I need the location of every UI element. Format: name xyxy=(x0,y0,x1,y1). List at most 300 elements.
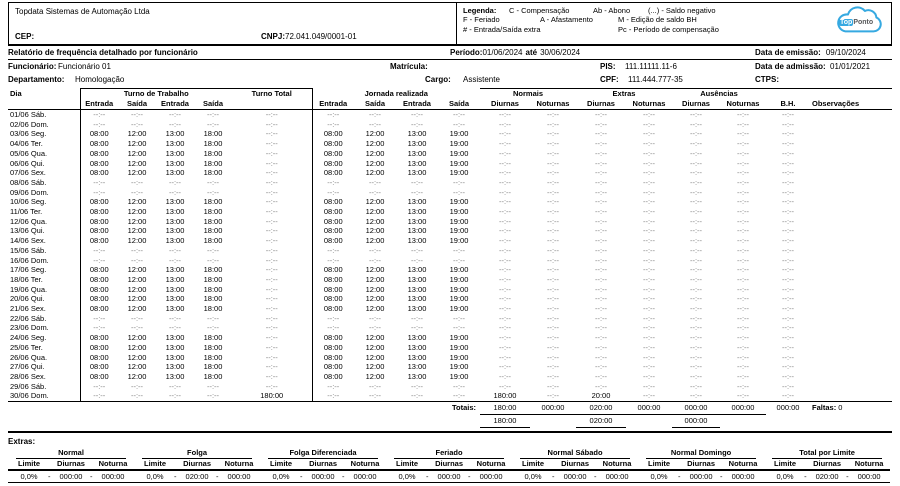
cell-bh: --:-- xyxy=(781,323,795,333)
cell-turno-saida-1: 12:00 xyxy=(127,342,147,352)
legend-label: Legenda: xyxy=(463,6,497,15)
extras-group-name: Feriado xyxy=(386,448,512,459)
cell-turno-saida-2: 18:00 xyxy=(203,207,223,217)
cell-jornada-entrada-2: 13:00 xyxy=(407,207,427,217)
cell-jornada-saida-1: --:-- xyxy=(368,391,382,401)
cell-extras-noturnas: --:-- xyxy=(642,129,656,139)
cell-jornada-entrada-2: 13:00 xyxy=(407,236,427,246)
cell-turno-saida-2: --:-- xyxy=(206,119,220,129)
cell-jornada-entrada-1: --:-- xyxy=(312,256,354,266)
header-entrada: Entrada xyxy=(80,99,118,110)
cell-jornada-entrada-2: 13:00 xyxy=(407,352,427,362)
legend-item: Ab - Abono xyxy=(593,6,631,15)
cell-jornada-saida-1: 12:00 xyxy=(365,207,385,217)
legend-item: (...) - Saldo negativo xyxy=(648,6,716,15)
cell-turno-saida-2: --:-- xyxy=(206,391,220,401)
cell-jornada-saida-2: 19:00 xyxy=(449,168,469,178)
totals-spacer xyxy=(8,415,480,428)
cell-bh: --:-- xyxy=(781,352,795,362)
cell-turno-saida-1: 12:00 xyxy=(127,371,147,381)
pis-value: 111.11111.11-6 xyxy=(625,62,677,71)
funcionario-label: Funcionário: xyxy=(8,62,57,71)
cell-turno-entrada-2: 13:00 xyxy=(165,236,185,246)
table-row xyxy=(8,159,892,169)
cell-jornada-saida-1: 12:00 xyxy=(365,216,385,226)
cell-normais-diurnas: --:-- xyxy=(498,148,512,158)
cell-ausencias-diurnas: --:-- xyxy=(689,197,703,207)
table-row xyxy=(8,149,892,159)
header-bh: B.H. xyxy=(780,99,796,108)
extras-col-header: Limite xyxy=(638,459,680,470)
cell-turno-total: --:-- xyxy=(265,197,278,207)
cell-normais-diurnas: --:-- xyxy=(498,352,512,362)
extras-col-header: Limite xyxy=(134,459,176,470)
totals-empty xyxy=(810,415,892,428)
cell-normais-noturnas: --:-- xyxy=(546,352,560,362)
legend-item: A - Afastamento xyxy=(540,15,593,25)
cell-jornada-saida-2: 19:00 xyxy=(449,226,469,236)
header-noturnas: Noturnas xyxy=(632,99,666,108)
cell-turno-saida-2: --:-- xyxy=(206,187,220,197)
cell-bh: --:-- xyxy=(781,129,795,139)
cell-ausencias-diurnas: --:-- xyxy=(689,226,703,236)
cell-extras-diurnas: --:-- xyxy=(594,255,608,265)
cell-bh: --:-- xyxy=(781,371,795,381)
cell-turno-total: --:-- xyxy=(265,255,278,265)
cell-normais-noturnas: --:-- xyxy=(546,362,560,372)
cnpj-label: CNPJ: xyxy=(261,32,286,41)
matricula-label: Matrícula: xyxy=(390,62,428,71)
cell-ausencias-diurnas: --:-- xyxy=(689,168,703,178)
cell-jornada-entrada-1: 08:00 xyxy=(312,226,354,236)
cell-day: 05/06 Qua. xyxy=(10,148,48,158)
cell-turno-saida-2: 18:00 xyxy=(203,168,223,178)
cell-jornada-entrada-1: 08:00 xyxy=(312,149,354,159)
cell-turno-entrada-2: --:-- xyxy=(168,119,182,129)
cell-extras-diurnas: --:-- xyxy=(594,197,608,207)
cell-extras-diurnas: --:-- xyxy=(594,139,608,149)
cell-turno-total: --:-- xyxy=(265,304,278,314)
cell-ausencias-diurnas: --:-- xyxy=(689,371,703,381)
header-diurnas: Diurnas xyxy=(491,99,519,108)
cell-jornada-entrada-2: 13:00 xyxy=(407,226,427,236)
cell-ausencias-diurnas: --:-- xyxy=(689,139,703,149)
cell-extras-noturnas: --:-- xyxy=(642,197,656,207)
cell-ausencias-noturnas: --:-- xyxy=(736,342,750,352)
cell-turno-saida-2: --:-- xyxy=(206,110,220,119)
extras-col-header: Diurnas xyxy=(302,459,344,470)
cell-observacoes xyxy=(810,178,892,188)
cell-jornada-entrada-2: --:-- xyxy=(410,255,424,265)
totals-empty xyxy=(530,415,576,428)
cell-normais-diurnas: --:-- xyxy=(498,274,512,284)
cell-turno-saida-2: 18:00 xyxy=(203,294,223,304)
cell-ausencias-noturnas: --:-- xyxy=(736,381,750,391)
cell-extras-noturnas: --:-- xyxy=(642,371,656,381)
cell-observacoes xyxy=(810,314,892,324)
cell-day: 02/06 Dom. xyxy=(10,119,49,129)
totals-sum-extras: 020:00 xyxy=(576,415,626,428)
cell-day: 23/06 Dom. xyxy=(10,323,49,333)
cell-jornada-entrada-1: 08:00 xyxy=(312,343,354,353)
cell-jornada-entrada-2: --:-- xyxy=(410,177,424,187)
cell-extras-diurnas: --:-- xyxy=(594,148,608,158)
cell-normais-noturnas: --:-- xyxy=(546,304,560,314)
cell-observacoes xyxy=(810,246,892,256)
cell-bh: --:-- xyxy=(781,216,795,226)
cell-turno-entrada-2: 13:00 xyxy=(165,265,185,275)
header-diurnas: Diurnas xyxy=(682,99,710,108)
cell-extras-diurnas: --:-- xyxy=(594,129,608,139)
cell-jornada-saida-2: --:-- xyxy=(452,245,466,255)
cell-extras-noturnas: --:-- xyxy=(642,216,656,226)
cell-jornada-entrada-2: 13:00 xyxy=(407,197,427,207)
cell-jornada-saida-1: 12:00 xyxy=(365,148,385,158)
cell-turno-saida-2: 18:00 xyxy=(203,216,223,226)
cell-jornada-entrada-1: 08:00 xyxy=(312,197,354,207)
legend-item: Pc - Período de compensação xyxy=(618,24,719,34)
cell-ausencias-diurnas: --:-- xyxy=(689,236,703,246)
cell-normais-diurnas: --:-- xyxy=(498,177,512,187)
cell-observacoes xyxy=(810,188,892,198)
cell-turno-entrada-2: 13:00 xyxy=(165,158,185,168)
extras-value-diurnas: - 000:00 xyxy=(428,470,470,483)
extras-col-header: Limite xyxy=(512,459,554,470)
extras-col-header: Diurnas xyxy=(680,459,722,470)
cell-turno-saida-2: 18:00 xyxy=(203,304,223,314)
cell-jornada-entrada-2: 13:00 xyxy=(407,129,427,139)
legend-row-1 xyxy=(463,6,793,15)
cell-extras-noturnas: --:-- xyxy=(642,168,656,178)
cell-turno-total: --:-- xyxy=(265,168,278,178)
header-turno-total-spacer xyxy=(232,99,312,110)
legend-row-2 xyxy=(463,15,793,24)
cell-turno-entrada-1: 08:00 xyxy=(80,362,118,372)
totals-ausencias-noturnas: 000:00 xyxy=(720,402,766,415)
cell-jornada-saida-1: --:-- xyxy=(368,313,382,323)
totals-label: Totais: xyxy=(451,403,476,413)
cell-observacoes xyxy=(810,265,892,275)
cell-extras-diurnas: --:-- xyxy=(594,236,608,246)
extras-value-limite: 0,0% xyxy=(638,470,680,483)
extras-col-header: Diurnas xyxy=(176,459,218,470)
extras-value-limite: 0,0% xyxy=(134,470,176,483)
cell-turno-saida-1: 12:00 xyxy=(127,226,147,236)
cell-turno-saida-1: 12:00 xyxy=(127,197,147,207)
cell-turno-saida-2: --:-- xyxy=(206,323,220,333)
cell-ausencias-diurnas: --:-- xyxy=(689,148,703,158)
cell-jornada-entrada-1: --:-- xyxy=(312,314,354,324)
cell-turno-saida-1: 12:00 xyxy=(127,216,147,226)
cell-day: 18/06 Ter. xyxy=(10,274,43,284)
cell-ausencias-diurnas: --:-- xyxy=(689,391,703,401)
cell-turno-entrada-1: --:-- xyxy=(80,110,118,120)
cell-normais-diurnas: --:-- xyxy=(498,333,512,343)
cell-normais-diurnas: --:-- xyxy=(498,139,512,149)
table-row xyxy=(8,314,892,324)
extras-value-noturna: - 000:00 xyxy=(596,470,638,483)
logo-text-ponto: Ponto xyxy=(853,19,874,26)
cell-jornada-saida-2: 19:00 xyxy=(449,304,469,314)
cell-jornada-saida-2: 19:00 xyxy=(449,236,469,246)
cell-turno-total: --:-- xyxy=(265,187,278,197)
extras-group-name: Folga xyxy=(134,448,260,459)
extras-value-limite: 0,0% xyxy=(260,470,302,483)
cell-jornada-entrada-1: --:-- xyxy=(312,110,354,120)
extras-value-noturna: - 000:00 xyxy=(470,470,512,483)
cell-jornada-saida-1: --:-- xyxy=(368,187,382,197)
cell-turno-total: --:-- xyxy=(265,323,278,333)
cell-extras-diurnas: --:-- xyxy=(594,158,608,168)
cell-turno-entrada-1: --:-- xyxy=(80,120,118,130)
cell-jornada-saida-1: --:-- xyxy=(368,119,382,129)
cell-jornada-saida-1: 12:00 xyxy=(365,304,385,314)
cell-ausencias-diurnas: --:-- xyxy=(689,352,703,362)
cell-jornada-saida-2: 19:00 xyxy=(449,284,469,294)
cell-ausencias-noturnas: --:-- xyxy=(736,352,750,362)
cell-day: 27/06 Qui. xyxy=(10,362,45,372)
cell-jornada-saida-1: 12:00 xyxy=(365,274,385,284)
cell-ausencias-diurnas: --:-- xyxy=(689,313,703,323)
cell-normais-noturnas: --:-- xyxy=(546,294,560,304)
faltas xyxy=(810,402,892,415)
cell-observacoes xyxy=(810,285,892,295)
cell-normais-diurnas: --:-- xyxy=(498,255,512,265)
legend-row-3 xyxy=(463,25,793,34)
cell-turno-total: --:-- xyxy=(265,284,278,294)
cell-jornada-entrada-2: 13:00 xyxy=(407,294,427,304)
cell-turno-saida-2: 18:00 xyxy=(203,226,223,236)
period xyxy=(450,48,580,57)
table-row xyxy=(8,168,892,178)
extras-value-limite: 0,0% xyxy=(8,470,50,483)
cell-extras-diurnas: --:-- xyxy=(594,381,608,391)
cell-extras-noturnas: --:-- xyxy=(642,187,656,197)
cell-normais-noturnas: --:-- xyxy=(546,139,560,149)
cell-jornada-entrada-1: 08:00 xyxy=(312,129,354,139)
cell-day: 01/06 Sáb. xyxy=(10,110,47,119)
cell-observacoes xyxy=(810,333,892,343)
cell-turno-entrada-2: 13:00 xyxy=(165,216,185,226)
logo-text-top: Top xyxy=(840,19,853,26)
cell-turno-total: --:-- xyxy=(265,362,278,372)
legend-item: M - Edição de saldo BH xyxy=(618,15,697,25)
totals-normais-diurnas: 180:00 xyxy=(480,402,530,415)
cell-normais-noturnas: --:-- xyxy=(546,333,560,343)
cell-extras-diurnas: --:-- xyxy=(594,265,608,275)
cell-jornada-entrada-2: 13:00 xyxy=(407,284,427,294)
cell-day: 30/06 Dom. xyxy=(10,391,49,401)
cell-turno-entrada-2: 13:00 xyxy=(165,197,185,207)
extras-value-noturna: - 000:00 xyxy=(92,470,134,483)
cell-turno-entrada-2: 13:00 xyxy=(165,274,185,284)
cell-extras-noturnas: --:-- xyxy=(642,391,656,401)
cell-jornada-saida-2: 19:00 xyxy=(449,265,469,275)
cell-ausencias-diurnas: --:-- xyxy=(689,294,703,304)
cell-normais-noturnas: --:-- xyxy=(546,207,560,217)
extras-col-header: Noturna xyxy=(218,459,260,470)
cell-turno-saida-1: 12:00 xyxy=(127,139,147,149)
cell-day: 22/06 Sáb. xyxy=(10,313,47,323)
cell-turno-saida-1: 12:00 xyxy=(127,284,147,294)
extras-value-diurnas: - 020:00 xyxy=(806,470,848,483)
cell-jornada-saida-1: 12:00 xyxy=(365,226,385,236)
table-row xyxy=(8,129,892,139)
cell-observacoes xyxy=(810,168,892,178)
cell-bh: --:-- xyxy=(781,110,795,119)
cell-jornada-saida-2: 19:00 xyxy=(449,197,469,207)
cell-jornada-saida-1: --:-- xyxy=(368,110,382,119)
cell-ausencias-diurnas: --:-- xyxy=(689,284,703,294)
cell-turno-entrada-2: 13:00 xyxy=(165,207,185,217)
cell-extras-diurnas: --:-- xyxy=(594,110,608,119)
extras-col-header: Diurnas xyxy=(428,459,470,470)
extras-col-header: Diurnas xyxy=(50,459,92,470)
cell-extras-diurnas: --:-- xyxy=(594,333,608,343)
header-bh-obs-spacer xyxy=(766,89,892,100)
cell-normais-diurnas: --:-- xyxy=(498,207,512,217)
cell-observacoes xyxy=(810,275,892,285)
cell-jornada-entrada-1: 08:00 xyxy=(312,353,354,363)
cell-jornada-entrada-1: 08:00 xyxy=(312,372,354,382)
cell-observacoes xyxy=(810,139,892,149)
header-ausencias-group: Ausências xyxy=(672,89,766,100)
cell-jornada-saida-2: 19:00 xyxy=(449,148,469,158)
extras-col-header: Noturna xyxy=(848,459,890,470)
period-until: até xyxy=(525,48,538,57)
table-row xyxy=(8,236,892,246)
cell-turno-total: --:-- xyxy=(265,313,278,323)
cell-turno-entrada-2: --:-- xyxy=(168,323,182,333)
cell-normais-noturnas: --:-- xyxy=(546,158,560,168)
cell-turno-entrada-1: 08:00 xyxy=(80,217,118,227)
cell-turno-total: --:-- xyxy=(265,274,278,284)
cell-observacoes xyxy=(810,159,892,169)
cell-turno-entrada-1: 08:00 xyxy=(80,207,118,217)
cell-extras-diurnas: --:-- xyxy=(594,294,608,304)
totals-ausencias-diurnas: 000:00 xyxy=(672,402,720,415)
cell-turno-saida-1: 12:00 xyxy=(127,294,147,304)
cell-day: 09/06 Dom. xyxy=(10,187,49,197)
table-row xyxy=(8,343,892,353)
cell-turno-entrada-2: 13:00 xyxy=(165,168,185,178)
cell-turno-saida-1: 12:00 xyxy=(127,207,147,217)
cell-turno-entrada-1: 08:00 xyxy=(80,372,118,382)
cell-normais-diurnas: --:-- xyxy=(498,226,512,236)
cell-turno-total: --:-- xyxy=(265,148,278,158)
extras-col-header: Limite xyxy=(260,459,302,470)
cell-extras-diurnas: --:-- xyxy=(594,323,608,333)
cell-turno-saida-2: 18:00 xyxy=(203,352,223,362)
cell-ausencias-diurnas: --:-- xyxy=(689,323,703,333)
cell-bh: --:-- xyxy=(781,381,795,391)
cell-turno-saida-1: --:-- xyxy=(130,255,144,265)
cell-ausencias-noturnas: --:-- xyxy=(736,323,750,333)
cell-jornada-entrada-1: 08:00 xyxy=(312,139,354,149)
cell-jornada-entrada-1: 08:00 xyxy=(312,265,354,275)
cell-day: 08/06 Sáb. xyxy=(10,177,47,187)
cell-turno-entrada-1: 08:00 xyxy=(80,159,118,169)
legend xyxy=(456,3,793,44)
cell-ausencias-noturnas: --:-- xyxy=(736,168,750,178)
legend-item: # - Entrada/Saída extra xyxy=(463,24,541,34)
cell-normais-diurnas: --:-- xyxy=(498,304,512,314)
totals-empty xyxy=(766,415,810,428)
cell-extras-diurnas: --:-- xyxy=(594,284,608,294)
totals-row-1 xyxy=(8,402,892,415)
cell-ausencias-noturnas: --:-- xyxy=(736,284,750,294)
faltas-value: 0 xyxy=(838,403,843,413)
cell-turno-saida-1: 12:00 xyxy=(127,304,147,314)
cell-extras-diurnas: --:-- xyxy=(594,119,608,129)
cell-extras-diurnas: --:-- xyxy=(594,362,608,372)
cell-turno-total: --:-- xyxy=(265,177,278,187)
cell-observacoes xyxy=(810,391,892,401)
extras-group-row xyxy=(8,448,890,459)
cell-turno-saida-2: 18:00 xyxy=(203,342,223,352)
cpf-value: 111.444.777-35 xyxy=(628,75,683,84)
cell-ausencias-noturnas: --:-- xyxy=(736,158,750,168)
header-diurnas: Diurnas xyxy=(587,99,615,108)
cell-normais-noturnas: --:-- xyxy=(546,110,560,119)
cell-turno-entrada-1: 08:00 xyxy=(80,129,118,139)
extras-col-header: Limite xyxy=(764,459,806,470)
cell-jornada-saida-2: 19:00 xyxy=(449,216,469,226)
cell-bh: --:-- xyxy=(781,236,795,246)
cell-jornada-saida-2: --:-- xyxy=(452,177,466,187)
cell-extras-noturnas: --:-- xyxy=(642,139,656,149)
cell-turno-saida-1: 12:00 xyxy=(127,265,147,275)
cell-observacoes xyxy=(810,226,892,236)
extras-value-diurnas: - 000:00 xyxy=(50,470,92,483)
report-title: Relatório de frequência detalhado por funcionário xyxy=(8,48,198,57)
cell-normais-noturnas: --:-- xyxy=(546,381,560,391)
cell-turno-saida-1: 12:00 xyxy=(127,168,147,178)
cell-turno-saida-1: --:-- xyxy=(130,313,144,323)
extras-group-name: Normal xyxy=(8,448,134,459)
totals-empty xyxy=(720,415,766,428)
cell-observacoes xyxy=(810,197,892,207)
cell-normais-noturnas: --:-- xyxy=(546,274,560,284)
extras-header-row xyxy=(8,459,890,470)
cell-extras-noturnas: --:-- xyxy=(642,255,656,265)
cell-turno-entrada-2: --:-- xyxy=(168,110,182,119)
table-row xyxy=(8,139,892,149)
cell-jornada-entrada-2: 13:00 xyxy=(407,158,427,168)
cell-normais-diurnas: --:-- xyxy=(498,381,512,391)
cell-turno-entrada-1: --:-- xyxy=(80,178,118,188)
cell-day: 24/06 Seg. xyxy=(10,333,47,343)
cell-turno-saida-1: --:-- xyxy=(130,245,144,255)
cell-turno-total: 180:00 xyxy=(260,391,284,401)
cell-turno-saida-2: 18:00 xyxy=(203,333,223,343)
departamento-value: Homologação xyxy=(75,75,125,84)
cell-extras-noturnas: --:-- xyxy=(642,323,656,333)
cell-extras-diurnas: --:-- xyxy=(594,168,608,178)
header-observacoes: Observações xyxy=(812,99,860,108)
cell-turno-entrada-1: 08:00 xyxy=(80,294,118,304)
cell-jornada-saida-1: 12:00 xyxy=(365,284,385,294)
table-row xyxy=(8,362,892,372)
header-entrada: Entrada xyxy=(161,99,189,108)
header-entrada: Entrada xyxy=(312,99,354,110)
cell-ausencias-diurnas: --:-- xyxy=(689,274,703,284)
table-row xyxy=(8,246,892,256)
cell-turno-entrada-2: --:-- xyxy=(168,177,182,187)
cell-extras-noturnas: --:-- xyxy=(642,352,656,362)
table-row xyxy=(8,372,892,382)
extras-value-noturna: - 000:00 xyxy=(848,470,890,483)
